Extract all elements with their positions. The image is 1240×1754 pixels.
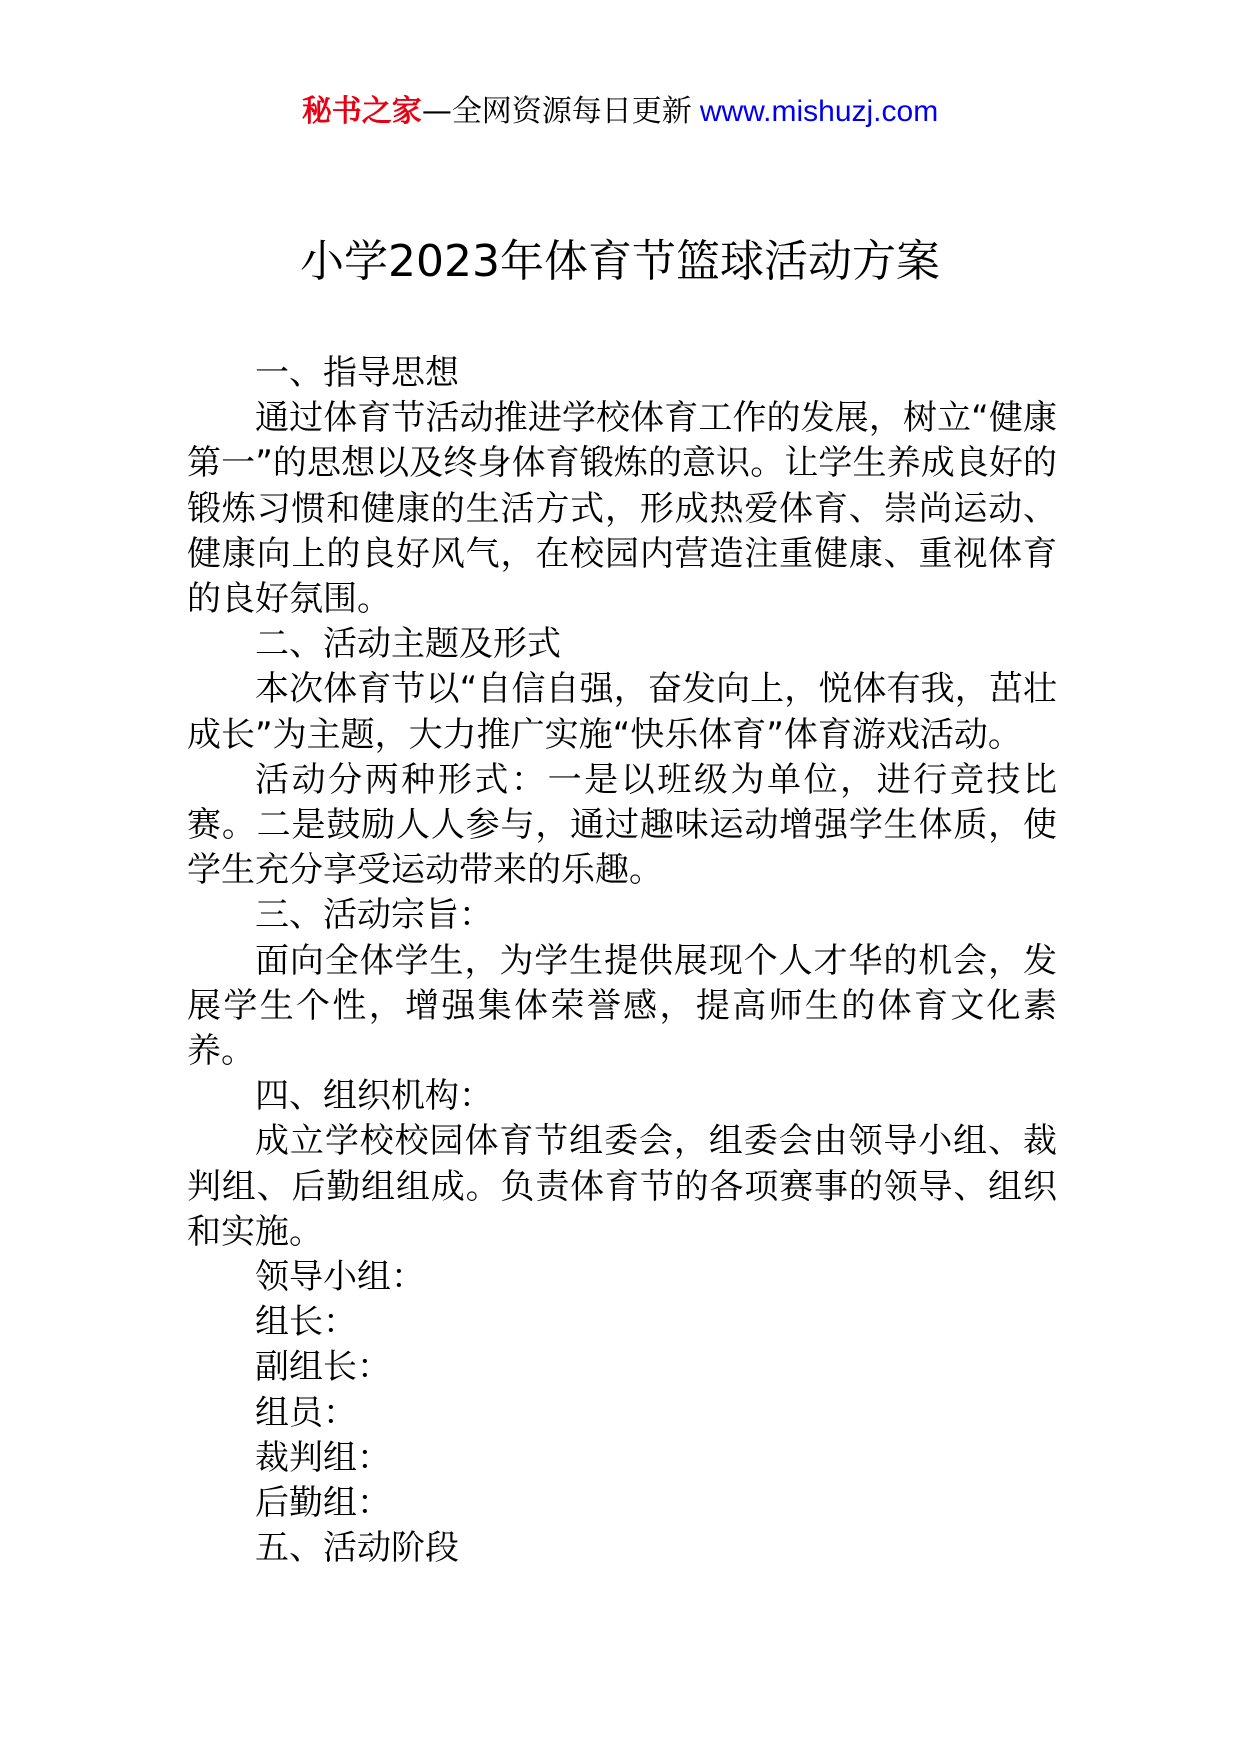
line-members: 组员： bbox=[255, 1392, 357, 1433]
section-heading-theme-and-form: 二、活动主题及形式 bbox=[255, 624, 561, 665]
document-title: 小学2023年体育节篮球活动方案 bbox=[300, 236, 940, 287]
site-tagline: —全网资源每日更新 bbox=[421, 94, 692, 129]
line-referee-group: 裁判组： bbox=[255, 1437, 391, 1478]
site-header bbox=[0, 92, 1240, 132]
paragraph-guiding-ideology: 通过体育节活动推进学校体育工作的发展，树立“健康第一”的思想以及终身体育锻炼的意识。让学生养成良好的锻炼习惯和健康的生活方式，形成热爱体育、崇尚运动、健康向上的良好风气，在校园内营造注重健康、重视体育的良好氛围。 bbox=[187, 398, 1057, 620]
section-heading-purpose: 三、活动宗旨： bbox=[255, 895, 493, 936]
paragraph-purpose: 面向全体学生，为学生提供展现个人才华的机会，发展学生个性，增强集体荣誉感，提高师生的体育文化素养。 bbox=[187, 940, 1057, 1072]
line-deputy-leader: 副组长： bbox=[255, 1347, 391, 1388]
section-heading-activity-stages: 五、活动阶段 bbox=[255, 1528, 459, 1569]
line-group-leader: 组长： bbox=[255, 1302, 357, 1343]
section-heading-organization: 四、组织机构： bbox=[255, 1076, 493, 1117]
paragraph-activity-forms: 活动分两种形式：一是以班级为单位，进行竞技比赛。二是鼓励人人参与，通过趣味运动增强学生体质，使学生充分享受运动带来的乐趣。 bbox=[187, 759, 1057, 891]
line-leadership-group: 领导小组： bbox=[255, 1257, 425, 1298]
section-heading-guiding-ideology: 一、指导思想 bbox=[255, 353, 459, 393]
document-body bbox=[187, 351, 1057, 1571]
site-url-link[interactable]: www.mishuzj.com bbox=[699, 95, 939, 128]
paragraph-organization: 成立学校校园体育节组委会，组委会由领导小组、裁判组、后勤组组成。负责体育节的各项赛事的领导、组织和实施。 bbox=[187, 1121, 1057, 1252]
site-brand: 秘书之家 bbox=[301, 94, 422, 129]
paragraph-theme: 本次体育节以“自信自强，奋发向上，悦体有我，茁壮成长”为主题，大力推广实施“快乐体育”体育游戏活动。 bbox=[187, 669, 1057, 755]
line-logistics-group: 后勤组： bbox=[255, 1483, 391, 1524]
